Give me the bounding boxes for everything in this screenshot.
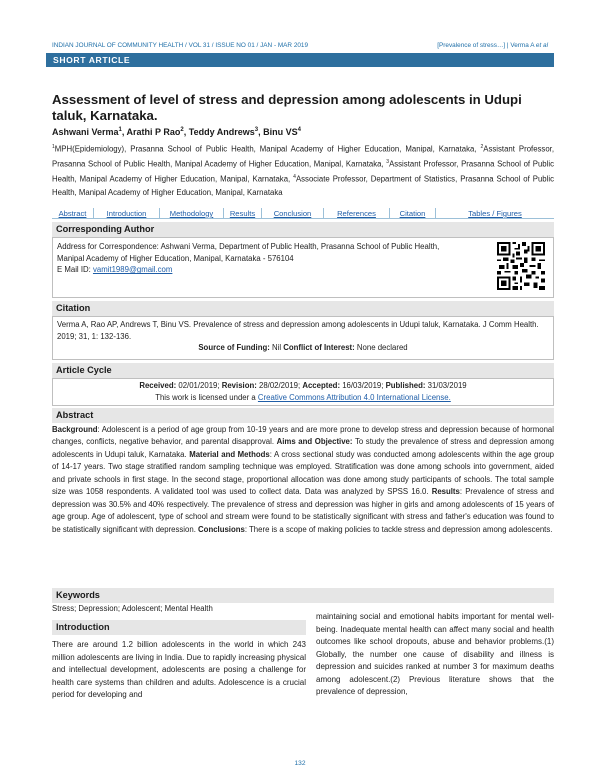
qr-code-icon — [497, 242, 545, 290]
nav-link-introduction[interactable]: Introduction — [94, 208, 160, 218]
author-name: Arathi P Rao — [126, 127, 181, 137]
article-cycle-heading: Article Cycle — [52, 363, 554, 378]
article-dates: Received: 02/01/2019; Revision: 28/02/2019; Accepted: 16/03/2019; Published: 31/03/2019 — [139, 381, 467, 390]
introduction-left-column: There are around 1.2 billion adolescents in the world in which 243 million adolescents are living in India. Due to rapidly increasing physical and intellectual development, adolescents are posing a challenge for health care systems than children and adults. Adolescence is a crucial period for developing and — [52, 640, 306, 699]
introduction-right-column: maintaining social and emotional habits important for mental well-being. Inadequate mental health can affect many social and health outcomes like school dropouts, abuse and behavior problems.(1) Globally, the number one cause of disability and illness is depression and suicides ranked at number 3 for maximum deaths among adolescent.(2) Previous literature shows that the prevalence of depression, — [316, 612, 554, 696]
citation-text: Verma A, Rao AP, Andrews T, Binu VS. Prevalence of stress and depression among adolescents in Udupi taluk, Karnataka. J Comm Health. 2019; 31, 1: 132-136. — [57, 320, 539, 341]
section-navigation — [52, 208, 554, 219]
corresponding-author-heading: Corresponding Author — [52, 222, 554, 237]
nav-link-conclusion[interactable]: Conclusion — [262, 208, 324, 218]
abstract-body: Background: Adolescent is a period of age group from 10-19 years and are more prone to develop stress and depression because of hormonal changes, conflicts, negative behavior, and parental disapproval. Aims and Objective: To study the prevalence of stress and depression among adolescents in Udupi taluk, Karnataka. Material and Methods: A cross sectional study was conducted among adolescents within the age group of 14-17 years. Two stage stratified random sampling technique was employed. Stratification was done among schools into government, aided and private schools in first stage. In the second stage, proportional allocation was done among study participants of schools. The total sample size was 1058 respondents. A validated tool was used to collect data. Data was analyzed by SPSS 16.0. Results: Prevalence of stress and depression was 30.5% and 40% respectively. The prevalence of stress and depression was higher in girls and among adolescents of 15 years of age group. Age of adolescent, type of school and stream were found to be statistically significant with stress and father's education was found to be statistically significant with depression. Conclusions: There is a scope of making policies to tackle stress and depression among adolescents. — [52, 425, 555, 534]
author-name: Ashwani Verma — [52, 127, 119, 137]
corresponding-author-box — [52, 237, 554, 298]
citation-heading: Citation — [52, 301, 554, 316]
author-name: Teddy Andrews — [188, 127, 255, 137]
keywords-text: Stress; Depression; Adolescent; Mental Health — [52, 604, 213, 613]
nav-link-references[interactable]: References — [324, 208, 390, 218]
correspondence-address: Address for Correspondence: Ashwani Verma, Department of Public Health, Prasanna School of Public Health, Manipal Academy of Higher Education, Manipal, Karnataka - 576104 — [57, 242, 440, 263]
email-line: E Mail ID: vamit1989@gmail.com — [57, 265, 173, 275]
affiliations: $^1$MPH(Epidemiology), Prasanna School of Public Health, Manipal Academy of Higher Education, Manipal, Karnataka, $^2$Assistant Professor, Prasanna School of Public Health, Manipal Academy of Higher Education, Manipal, Karnataka, $^3$Assistant Professor, Prasanna School of Public Health, Manipal Academy of Higher Education, Manipal, Karnataka, $^4$Associate Professor, Department of Statistics, Prasanna School of Public Health, Manipal Academy of Higher Education, Manipal, Karnataka — [52, 144, 554, 197]
keywords-heading: Keywords — [52, 588, 554, 603]
email-link[interactable]: vamit1989@gmail.com — [92, 265, 173, 275]
journal-issue-line: INDIAN JOURNAL OF COMMUNITY HEALTH / VOL 31 / ISSUE NO 01 / JAN - MAR 2019 — [52, 42, 309, 49]
author-name: Binu VS — [263, 127, 298, 137]
nav-link-citation[interactable]: Citation — [390, 208, 436, 218]
funding-line: Source of Funding: Nil Conflict of Interest: None declared — [198, 343, 408, 353]
nav-link-abstract[interactable]: Abstract — [52, 208, 94, 218]
nav-link-tables-figures[interactable]: Tables / Figures — [468, 209, 522, 218]
author-list: Ashwani Verma$^1$, Arathi P Rao$^2$, Teddy Andrews$^3$, Binu $VS^4$ — [52, 127, 301, 137]
license-link[interactable]: Creative Commons Attribution 4.0 International License. — [257, 392, 451, 402]
nav-link-methodology[interactable]: Methodology — [160, 208, 224, 218]
running-header — [52, 42, 548, 52]
license-line: This work is licensed under a Creative Commons Attribution 4.0 International License. — [155, 392, 451, 402]
running-citation: [Prevalence of stress…] | Verma A et al — [437, 42, 548, 49]
nav-link-results[interactable]: Results — [224, 208, 262, 218]
page-number: 132 — [294, 760, 306, 767]
article-cycle-box — [52, 378, 554, 406]
citation-box — [52, 316, 554, 360]
abstract-heading: Abstract — [52, 408, 554, 423]
article-title: Assessment of level of stress and depression among adolescents in Udupi taluk, Karnataka. — [52, 92, 522, 123]
introduction-heading: Introduction — [52, 620, 306, 635]
article-type-band: SHORT ARTICLE — [46, 53, 554, 67]
